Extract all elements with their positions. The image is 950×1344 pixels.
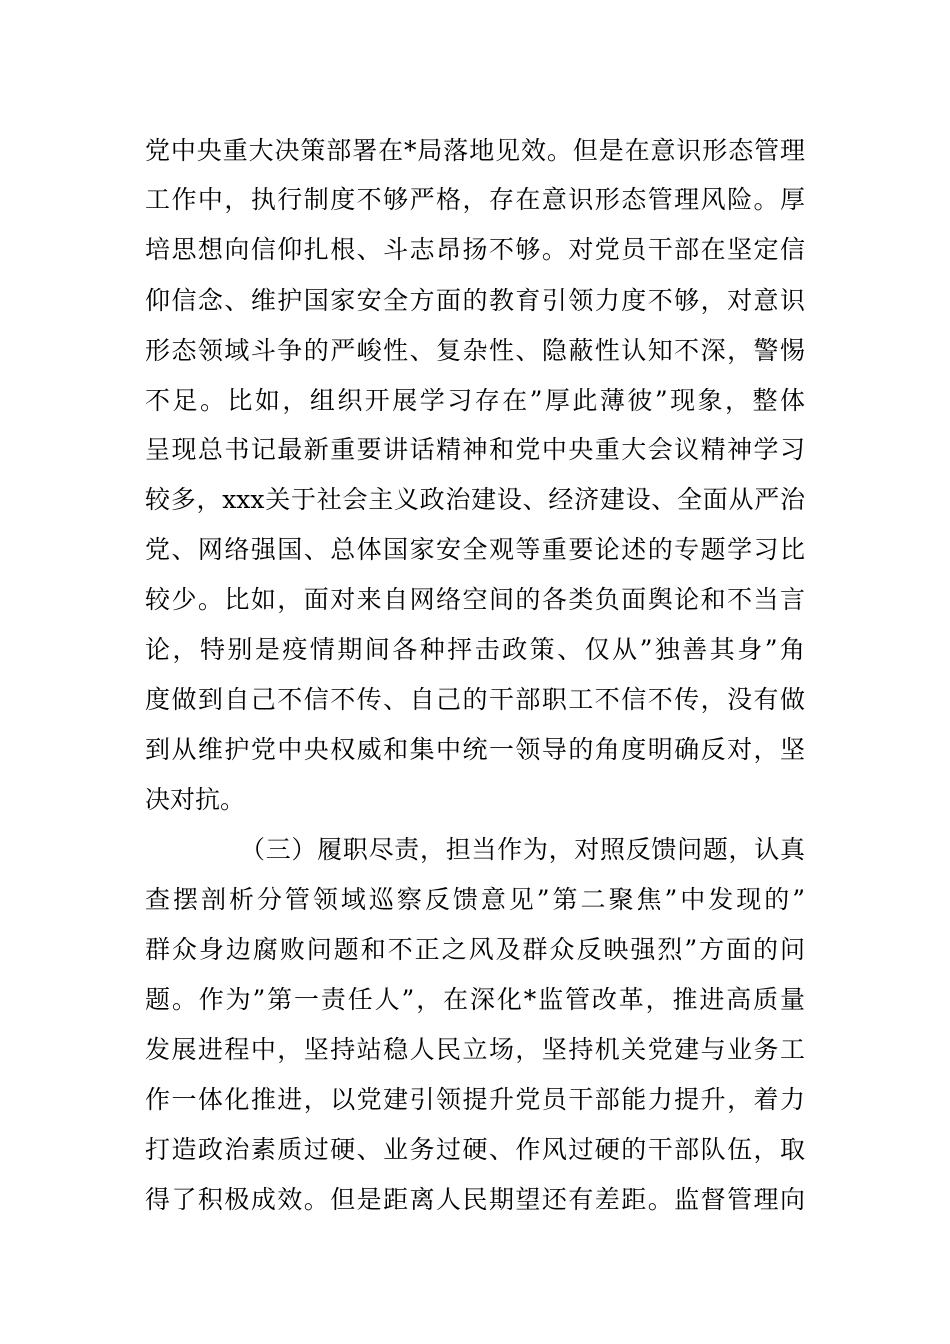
text-line-21: 打造政治素质过硬、业务过硬、作风过硬的干部队伍，取 [145, 1135, 805, 1164]
text-line-16: 查摆剖析分管领域巡察反馈意见”第二聚焦”中发现的” [145, 885, 805, 914]
text-line-2: 工作中，执行制度不够严格，存在意识形态管理风险。厚 [145, 185, 805, 214]
text-line-13: 到从维护党中央权威和集中统一领导的角度明确反对，坚 [145, 735, 805, 764]
text-line-19: 发展进程中，坚持站稳人民立场，坚持机关党建与业务工 [145, 1035, 805, 1064]
text-line-1: 党中央重大决策部署在*局落地见效。但是在意识形态管理 [145, 136, 805, 165]
text-line-9: 党、网络强国、总体国家安全观等重要论述的专题学习比 [145, 535, 805, 564]
text-line-18: 题。作为”第一责任人”，在深化*监管改革，推进高质量 [145, 985, 805, 1014]
text-line-20: 作一体化推进，以党建引领提升党员干部能力提升，着力 [145, 1085, 805, 1114]
text-line-7: 呈现总书记最新重要讲话精神和党中央重大会议精神学习 [145, 435, 805, 464]
text-line-11: 论，特别是疫情期间各种抨击政策、仅从”独善其身”角 [145, 635, 805, 664]
text-line-3: 培思想向信仰扎根、斗志昂扬不够。对党员干部在坚定信 [145, 235, 805, 264]
text-line-10: 较少。比如，面对来自网络空间的各类负面舆论和不当言 [145, 585, 805, 614]
text-line-15: （三）履职尽责，担当作为，对照反馈问题，认真 [240, 835, 805, 864]
text-line-12: 度做到自己不信不传、自己的干部职工不信不传，没有做 [145, 685, 805, 714]
text-line-5: 形态领域斗争的严峻性、复杂性、隐蔽性认知不深，警惕 [145, 336, 805, 365]
text-line-6: 不足。比如，组织开展学习存在”厚此薄彼”现象，整体 [145, 386, 805, 415]
text-line-8: 较多，xxx关于社会主义政治建设、经济建设、全面从严治 [145, 485, 805, 514]
text-line-14: 决对抗。 [145, 785, 246, 814]
text-line-17: 群众身边腐败问题和不正之风及群众反映强烈”方面的问 [145, 935, 805, 964]
text-line-22: 得了积极成效。但是距离人民期望还有差距。监督管理向 [145, 1185, 805, 1214]
text-line-4: 仰信念、维护国家安全方面的教育引领力度不够，对意识 [145, 286, 805, 315]
